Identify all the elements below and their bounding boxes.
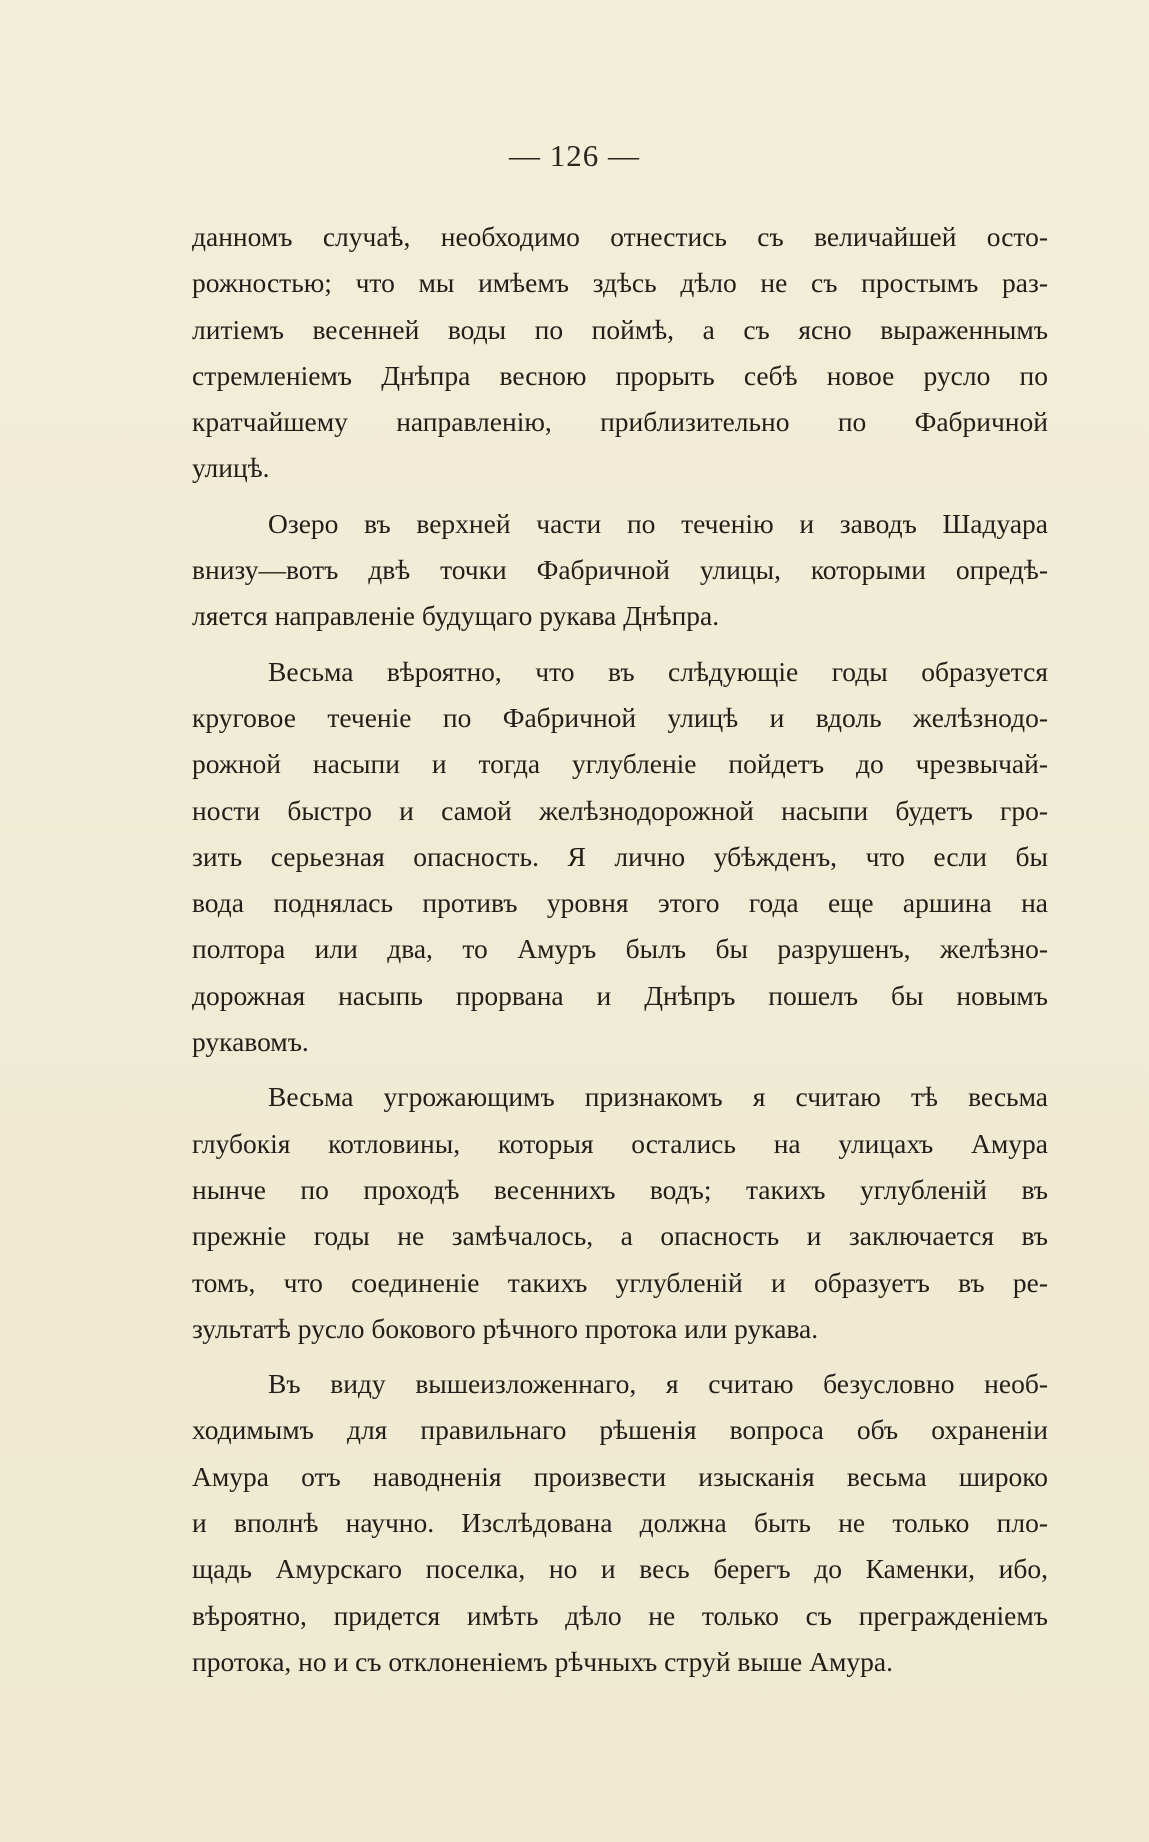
text-line: томъ, что соединеніе такихъ углубленій и образуетъ въ ре- xyxy=(192,1266,1048,1298)
text-line: литіемъ весенней воды по поймѣ, а съ ясно выраженнымъ xyxy=(192,313,1048,345)
text-line: внизу—вотъ двѣ точки Фабричной улицы, которыми опредѣ- xyxy=(192,554,1048,586)
text-line: глубокія котловины, которыя остались на улицахъ Амура xyxy=(192,1127,1048,1159)
page-number: — 126 — xyxy=(509,138,640,173)
text-line: стремленіемъ Днѣпра весною прорыть себѣ новое русло по xyxy=(192,359,1048,391)
text-line: протока, но и съ отклоненіемъ рѣчныхъ струй выше Амура. xyxy=(192,1645,893,1677)
text-line: зультатѣ русло бокового рѣчного протока или рукава. xyxy=(192,1312,819,1344)
text-line: щадь Амурскаго поселка, но и весь берегъ до Каменки, ибо, xyxy=(192,1553,1048,1585)
text-line: вѣроятно, придется имѣть дѣло не только съ прегражденіемъ xyxy=(192,1599,1048,1631)
text-line: данномъ случаѣ, необходимо отнестись съ величайшей осто- xyxy=(192,221,1048,252)
text-body xyxy=(192,214,1048,1694)
paragraph xyxy=(192,649,1048,1066)
text-line: ляется направленіе будущаго рукава Днѣпра. xyxy=(192,600,720,632)
text-line: рожной насыпи и тогда углубленіе пойдетъ до чрезвычай- xyxy=(192,748,1048,780)
text-line: Весьма вѣроятно, что въ слѣдующіе годы образуется xyxy=(268,655,1048,687)
text-line: нынче по проходѣ весеннихъ водъ; такихъ углубленій въ xyxy=(192,1173,1048,1205)
text-line: вода поднялась противъ уровня этого года еще аршина на xyxy=(192,887,1048,919)
text-line: ходимымъ для правильнаго рѣшенія вопроса объ охраненіи xyxy=(192,1414,1048,1446)
text-line: полтора или два, то Амуръ былъ бы разрушенъ, желѣзно- xyxy=(192,933,1048,965)
text-line: улицѣ. xyxy=(192,452,270,484)
text-line: кратчайшему направленію, приблизительно по Фабричной xyxy=(192,406,1048,438)
text-line: Амура отъ наводненія произвести изысканія весьма широко xyxy=(192,1460,1048,1492)
text-line: Въ виду вышеизложеннаго, я считаю безусловно необ- xyxy=(268,1368,1048,1400)
paragraph xyxy=(192,501,1048,640)
text-line: дорожная насыпь прорвана и Днѣпръ пошелъ бы новымъ xyxy=(192,979,1048,1011)
text-line: и вполнѣ научно. Изслѣдована должна быть не только пло- xyxy=(192,1507,1048,1539)
text-line: зить серьезная опасность. Я лично убѣжденъ, что если бы xyxy=(192,840,1048,872)
paragraph xyxy=(192,1074,1048,1352)
paragraph xyxy=(192,214,1048,492)
text-line: Весьма угрожающимъ признакомъ я считаю тѣ весьма xyxy=(268,1081,1048,1113)
text-line: Озеро въ верхней части по теченію и заводъ Шадуара xyxy=(268,507,1048,539)
text-line: круговое теченіе по Фабричной улицѣ и вдоль желѣзнодо- xyxy=(192,701,1048,733)
text-line: ности быстро и самой желѣзнодорожной насыпи будетъ гро- xyxy=(192,794,1048,826)
text-line: рожностью; что мы имѣемъ здѣсь дѣло не съ простымъ раз- xyxy=(192,267,1048,299)
text-line: рукавомъ. xyxy=(192,1026,309,1058)
paragraph xyxy=(192,1361,1048,1685)
text-line: прежніе годы не замѣчалось, а опасность и заключается въ xyxy=(192,1220,1048,1252)
